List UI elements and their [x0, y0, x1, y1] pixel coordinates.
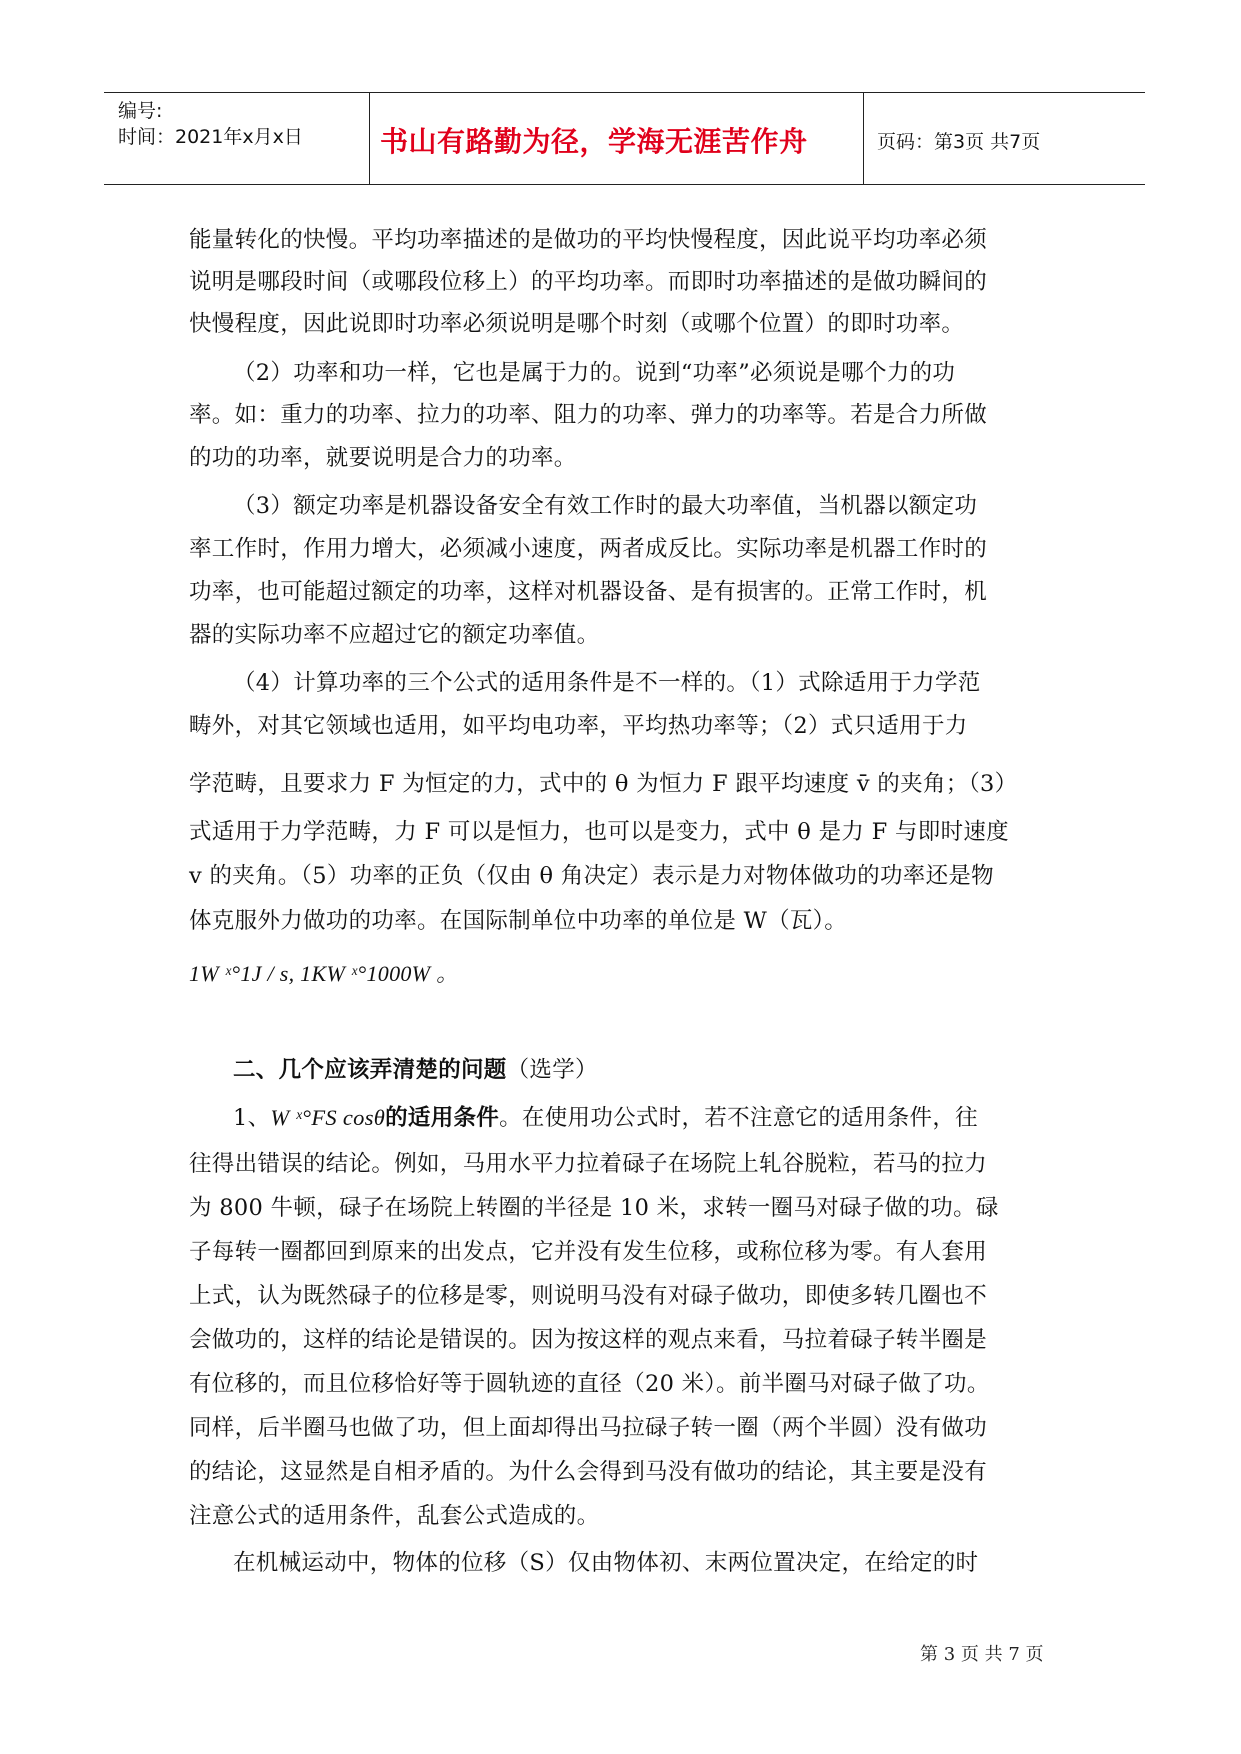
item1-line — [233, 1100, 1113, 1132]
body-line: 学范畴，且要求力 F 为恒定的力，式中的 θ 为恒力 F 跟平均速度 v̄ 的夹角；（3） — [189, 771, 1018, 797]
header-divider-right — [863, 92, 864, 184]
page-footer: 第 3 页 共 7 页 — [920, 1644, 1044, 1665]
section-heading — [233, 1052, 1113, 1084]
header-divider-left — [369, 92, 370, 184]
body-line: 能量转化的快慢。平均功率描述的是做功的平均快慢程度，因此说平均功率必须 — [189, 227, 988, 253]
header-number-label: 编号: — [118, 100, 163, 122]
body-line: 会做功的，这样的结论是错误的。因为按这样的观点来看，马拉着碌子转半圈是 — [189, 1327, 988, 1353]
body-line: 快慢程度，因此说即时功率必须说明是哪个时刻（或哪个位置）的即时功率。 — [189, 311, 965, 337]
body-line: 有位移的，而且位移恰好等于圆轨迹的直径（20 米）。前半圈马对碌子做了功。 — [189, 1371, 990, 1397]
body-line: 器的实际功率不应超过它的额定功率值。 — [189, 622, 600, 648]
body-line: （2）功率和功一样，它也是属于力的。说到“功率”必须说是哪个力的功 — [233, 360, 956, 386]
item1-rest: 。在使用功公式时，若不注意它的适用条件，往 — [499, 1105, 978, 1131]
body-line: 的结论，这显然是自相矛盾的。为什么会得到马没有做功的结论，其主要是没有 — [189, 1459, 988, 1485]
body-line: 畴外，对其它领域也适用，如平均电功率，平均热功率等；（2）式只适用于力 — [189, 713, 968, 739]
unit-formula-line: 1W ˣ°1J / s, 1KW ˣ°1000W 。 — [189, 961, 459, 986]
body-line: 在机械运动中，物体的位移（S）仅由物体初、末两位置决定，在给定的时 — [233, 1550, 979, 1576]
body-line: 率。如：重力的功率、拉力的功率、阻力的功率、弹力的功率等。若是合力所做 — [189, 402, 988, 428]
header-bottom-rule — [104, 184, 1145, 185]
body-line: 往得出错误的结论。例如，马用水平力拉着碌子在场院上轧谷脱粒，若马的拉力 — [189, 1151, 988, 1177]
body-line: 式适用于力学范畴，力 F 可以是恒力，也可以是变力，式中 θ 是力 F 与即时速度 — [189, 819, 1009, 845]
header-page-label: 页码：第3页 共7页 — [877, 131, 1041, 153]
body-line: 说明是哪段时间（或哪段位移上）的平均功率。而即时功率描述的是做功瞬间的 — [189, 269, 988, 295]
body-line: 功率，也可能超过额定的功率，这样对机器设备、是有损害的。正常工作时，机 — [189, 579, 988, 605]
item1-formula: W ˣ°FS cosθ — [270, 1105, 386, 1130]
section-heading-title: 二、几个应该弄清楚的问题 — [233, 1057, 507, 1083]
body-line: 子每转一圈都回到原来的出发点，它并没有发生位移，或称位移为零。有人套用 — [189, 1239, 988, 1265]
section-heading-suffix: （选学） — [506, 1057, 598, 1083]
body-line: 上式，认为既然碌子的位移是零，则说明马没有对碌子做功，即使多转几圈也不 — [189, 1283, 988, 1309]
header-top-rule — [104, 92, 1145, 93]
body-line: 为 800 牛顿，碌子在场院上转圈的半径是 10 米，求转一圈马对碌子做的功。碌 — [189, 1195, 999, 1221]
body-line: （3）额定功率是机器设备安全有效工作时的最大功率值，当机器以额定功 — [233, 493, 978, 519]
body-line: 的功的功率，就要说明是合力的功率。 — [189, 445, 577, 471]
body-line: 率工作时，作用力增大，必须减小速度，两者成反比。实际功率是机器工作时的 — [189, 536, 988, 562]
header-motto: 书山有路勤为径，学海无涯苦作舟 — [380, 125, 808, 158]
item1-title: 的适用条件 — [385, 1105, 500, 1131]
body-line: 注意公式的适用条件，乱套公式造成的。 — [189, 1503, 600, 1529]
header-time-label: 时间：2021年x月x日 — [118, 126, 303, 148]
body-line: （4）计算功率的三个公式的适用条件是不一样的。（1）式除适用于力学范 — [233, 670, 981, 696]
item1-prefix: 1、 — [233, 1105, 271, 1131]
body-line: 同样，后半圈马也做了功，但上面却得出马拉碌子转一圈（两个半圆）没有做功 — [189, 1415, 988, 1441]
body-line: v 的夹角。（5）功率的正负（仅由 θ 角决定）表示是力对物体做功的功率还是物 — [189, 863, 994, 889]
body-line: 体克服外力做功的功率。在国际制单位中功率的单位是 W（瓦）。 — [189, 908, 848, 934]
